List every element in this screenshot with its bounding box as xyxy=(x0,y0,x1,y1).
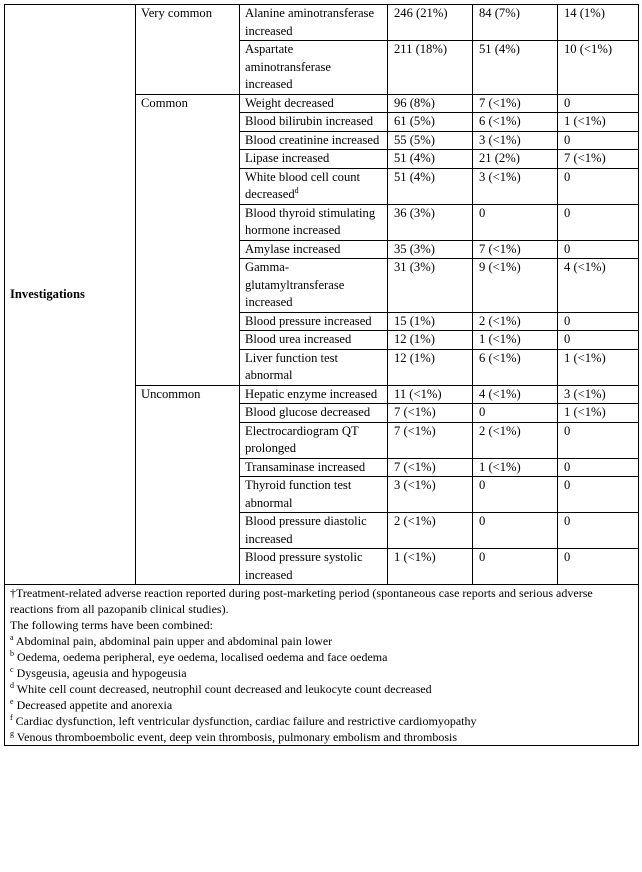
term-text: Blood pressure systolic increased xyxy=(245,550,363,582)
term-text: Liver function test abnormal xyxy=(245,350,339,382)
grade-3-cell: 6 (<1%) xyxy=(473,349,558,385)
adverse-reaction-term-cell xyxy=(240,422,388,458)
footnote xyxy=(10,633,633,649)
term-text: Weight decreased xyxy=(245,95,334,110)
all-grades-cell: 7 (<1%) xyxy=(388,422,473,458)
adverse-reaction-term-cell xyxy=(240,131,388,150)
grade-3-cell: 0 xyxy=(473,477,558,513)
footnote xyxy=(10,713,633,729)
footnote-mark: f xyxy=(10,713,13,722)
adverse-reaction-term-cell xyxy=(240,458,388,477)
footnote xyxy=(10,729,633,745)
all-grades-cell: 11 (<1%) xyxy=(388,385,473,404)
term-text: White blood cell count decreased xyxy=(245,169,361,201)
adverse-reaction-term-cell xyxy=(240,113,388,132)
footnote-mark: e xyxy=(10,697,14,706)
footnote xyxy=(10,665,633,681)
all-grades-cell: 31 (3%) xyxy=(388,259,473,313)
footnote-text: Dysgeusia, ageusia and hypogeusia xyxy=(13,666,187,680)
all-grades-cell: 2 (<1%) xyxy=(388,513,473,549)
grade-4-cell: 0 xyxy=(558,312,639,331)
all-grades-cell: 55 (5%) xyxy=(388,131,473,150)
adverse-reactions-table xyxy=(4,4,639,746)
grade-4-cell: 1 (<1%) xyxy=(558,349,639,385)
grade-4-cell: 0 xyxy=(558,458,639,477)
adverse-reaction-term-cell xyxy=(240,331,388,350)
grade-3-cell: 84 (7%) xyxy=(473,5,558,41)
footnote xyxy=(10,681,633,697)
term-text: Blood urea increased xyxy=(245,332,352,346)
grade-4-cell: 0 xyxy=(558,513,639,549)
adverse-reaction-term-cell xyxy=(240,150,388,169)
term-text: Gamma-glutamyltransferase increased xyxy=(245,260,345,309)
term-text: Blood bilirubin increased xyxy=(245,114,374,128)
grade-4-cell: 14 (1%) xyxy=(558,5,639,41)
all-grades-cell: 7 (<1%) xyxy=(388,404,473,423)
all-grades-cell: 211 (18%) xyxy=(388,41,473,95)
footnote xyxy=(10,585,633,617)
grade-3-cell: 0 xyxy=(473,513,558,549)
table-row xyxy=(5,5,639,41)
grade-3-cell: 9 (<1%) xyxy=(473,259,558,313)
grade-4-cell: 1 (<1%) xyxy=(558,404,639,423)
adverse-reaction-term-cell xyxy=(240,5,388,41)
grade-4-cell: 4 (<1%) xyxy=(558,259,639,313)
grade-3-cell: 0 xyxy=(473,549,558,585)
footnote-mark: d xyxy=(10,681,14,690)
all-grades-cell: 15 (1%) xyxy=(388,312,473,331)
footnote-text: †Treatment-related adverse reaction reported during post-marketing period (spontaneous case reports and serious adverse reactions from all pazopanib clinical studies). xyxy=(10,586,593,616)
footnote-text: Oedema, oedema peripheral, eye oedema, localised oedema and face oedema xyxy=(14,650,388,664)
all-grades-cell: 51 (4%) xyxy=(388,168,473,204)
grade-4-cell: 0 xyxy=(558,204,639,240)
adverse-reaction-term-cell xyxy=(240,94,388,113)
term-text: Blood creatinine increased xyxy=(245,132,380,147)
term-text: Transaminase increased xyxy=(245,459,366,474)
term-text: Aspartate aminotransferase increased xyxy=(245,42,332,91)
all-grades-cell: 35 (3%) xyxy=(388,240,473,259)
grade-3-cell: 3 (<1%) xyxy=(473,168,558,204)
footnotes-cell xyxy=(5,585,639,746)
term-text: Thyroid function test abnormal xyxy=(245,478,352,510)
footnote-text: White cell count decreased, neutrophil count decreased and leukocyte count decreased xyxy=(14,682,432,696)
adverse-reaction-term-cell xyxy=(240,404,388,423)
footnote xyxy=(10,649,633,665)
system-organ-class-cell: Investigations xyxy=(5,5,136,585)
footnote-text: Venous thromboembolic event, deep vein thrombosis, pulmonary embolism and thrombosis xyxy=(14,730,458,744)
grade-3-cell: 21 (2%) xyxy=(473,150,558,169)
grade-4-cell: 3 (<1%) xyxy=(558,385,639,404)
grade-4-cell: 7 (<1%) xyxy=(558,150,639,169)
grade-4-cell: 10 (<1%) xyxy=(558,41,639,95)
term-text: Blood thyroid stimulating hormone increased xyxy=(245,205,376,237)
grade-4-cell: 1 (<1%) xyxy=(558,113,639,132)
grade-3-cell: 7 (<1%) xyxy=(473,240,558,259)
grade-3-cell: 4 (<1%) xyxy=(473,385,558,404)
grade-3-cell: 0 xyxy=(473,204,558,240)
footnote-text: The following terms have been combined: xyxy=(10,618,213,632)
term-text: Hepatic enzyme increased xyxy=(245,386,378,401)
adverse-reaction-term-cell xyxy=(240,477,388,513)
term-text: Blood glucose decreased xyxy=(245,405,371,419)
grade-4-cell: 0 xyxy=(558,240,639,259)
grade-3-cell: 3 (<1%) xyxy=(473,131,558,150)
grade-4-cell: 0 xyxy=(558,477,639,513)
all-grades-cell: 246 (21%) xyxy=(388,5,473,41)
all-grades-cell: 51 (4%) xyxy=(388,150,473,169)
term-text: Blood pressure increased xyxy=(245,313,372,328)
adverse-reaction-term-cell xyxy=(240,41,388,95)
adverse-reaction-term-cell xyxy=(240,513,388,549)
footnote-text: Abdominal pain, abdominal pain upper and abdominal pain lower xyxy=(13,634,333,648)
all-grades-cell: 7 (<1%) xyxy=(388,458,473,477)
adverse-reaction-term-cell xyxy=(240,168,388,204)
term-text: Alanine aminotransferase increased xyxy=(245,6,375,38)
footnote-mark: g xyxy=(10,729,14,738)
all-grades-cell: 3 (<1%) xyxy=(388,477,473,513)
term-text: Blood pressure diastolic increased xyxy=(245,514,367,546)
term-text: Lipase increased xyxy=(245,151,330,165)
frequency-cell: Very common xyxy=(136,5,240,95)
grade-4-cell: 0 xyxy=(558,131,639,150)
grade-3-cell: 7 (<1%) xyxy=(473,94,558,113)
footnote-mark: a xyxy=(10,633,14,642)
all-grades-cell: 12 (1%) xyxy=(388,349,473,385)
grade-3-cell: 1 (<1%) xyxy=(473,458,558,477)
footnote xyxy=(10,697,633,713)
adverse-reaction-term-cell xyxy=(240,385,388,404)
adverse-reaction-term-cell xyxy=(240,312,388,331)
grade-4-cell: 0 xyxy=(558,94,639,113)
footnote xyxy=(10,617,633,633)
grade-3-cell: 51 (4%) xyxy=(473,41,558,95)
footnote-text: Decreased appetite and anorexia xyxy=(13,698,173,712)
adverse-reaction-term-cell xyxy=(240,204,388,240)
adverse-reaction-term-cell xyxy=(240,549,388,585)
grade-4-cell: 0 xyxy=(558,331,639,350)
adverse-reaction-term-cell xyxy=(240,259,388,313)
all-grades-cell: 12 (1%) xyxy=(388,331,473,350)
grade-3-cell: 6 (<1%) xyxy=(473,113,558,132)
frequency-cell: Common xyxy=(136,94,240,385)
grade-4-cell: 0 xyxy=(558,422,639,458)
grade-3-cell: 1 (<1%) xyxy=(473,331,558,350)
term-text: Electrocardiogram QT prolonged xyxy=(245,423,359,455)
grade-3-cell: 2 (<1%) xyxy=(473,312,558,331)
grade-4-cell: 0 xyxy=(558,168,639,204)
footnotes-row xyxy=(5,585,639,746)
footnote-text: Cardiac dysfunction, left ventricular dysfunction, cardiac failure and restrictive cardiomyopathy xyxy=(12,714,477,728)
all-grades-cell: 1 (<1%) xyxy=(388,549,473,585)
all-grades-cell: 96 (8%) xyxy=(388,94,473,113)
footnote-mark: d xyxy=(294,185,299,195)
grade-3-cell: 0 xyxy=(473,404,558,423)
adverse-reaction-term-cell xyxy=(240,349,388,385)
grade-4-cell: 0 xyxy=(558,549,639,585)
frequency-cell: Uncommon xyxy=(136,385,240,585)
grade-3-cell: 2 (<1%) xyxy=(473,422,558,458)
adverse-reaction-term-cell xyxy=(240,240,388,259)
footnote-mark: c xyxy=(10,665,14,674)
document-page xyxy=(4,4,638,746)
term-text: Amylase increased xyxy=(245,241,341,256)
footnote-mark: b xyxy=(10,649,14,658)
all-grades-cell: 36 (3%) xyxy=(388,204,473,240)
all-grades-cell: 61 (5%) xyxy=(388,113,473,132)
